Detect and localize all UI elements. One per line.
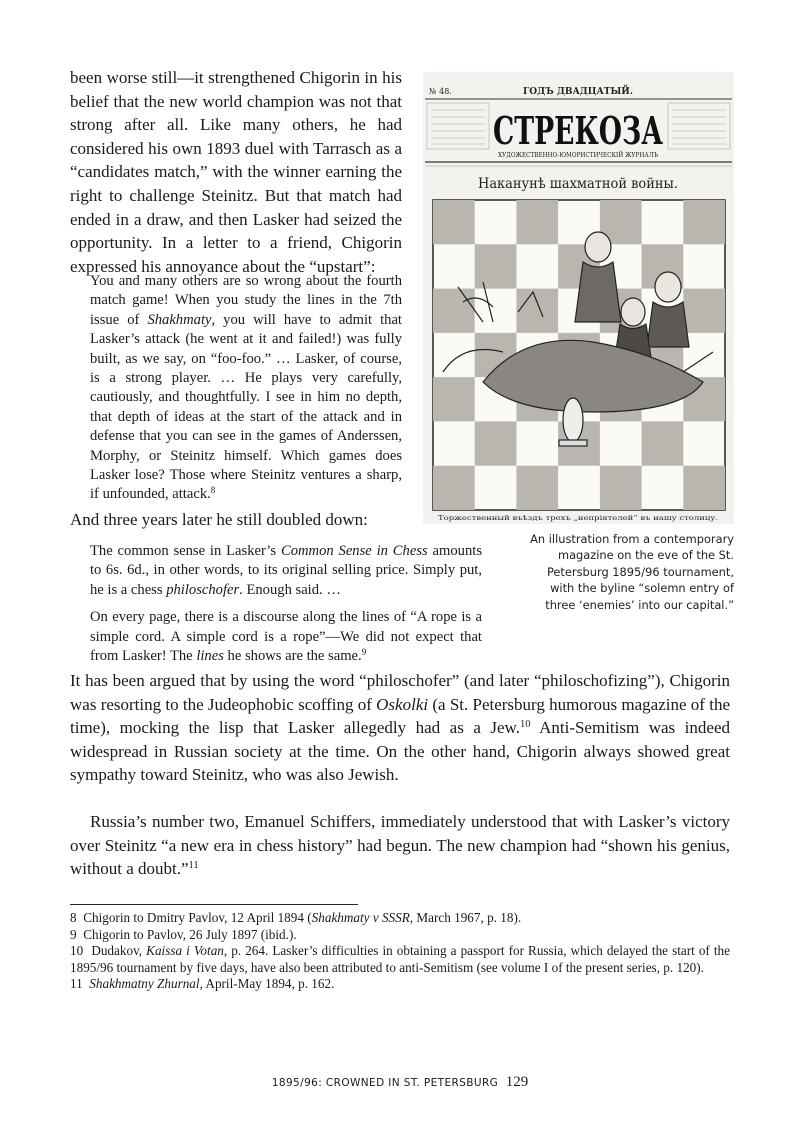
footnote-italic: Shakhmaty v SSSR — [311, 910, 410, 925]
illustration-headline: Наканунѣ шахматной войны. — [478, 176, 678, 192]
board-square — [683, 289, 725, 333]
page-footer — [0, 1074, 800, 1091]
quote-italic: philoschofer — [166, 581, 240, 598]
paragraph-text: (a St. Petersburg humorous magazine of the time), mocking the lisp that Lasker allegedly had as a Jew. — [70, 694, 730, 738]
board-square — [433, 466, 475, 510]
board-square — [516, 466, 558, 510]
paragraph-italic: Oskolki — [376, 694, 429, 714]
quote-text: he shows are the same. — [223, 648, 362, 665]
footnote-10 — [70, 943, 730, 976]
footnote-number: 11 — [70, 976, 83, 992]
footnote-text: Dudakov, — [91, 943, 147, 959]
footnote-number: 9 — [70, 926, 77, 942]
footnote-ref-9: 9 — [361, 647, 367, 658]
quote-text: The common sense in Lasker’s — [90, 543, 281, 559]
running-title: 1895/96: CROWNED IN ST. PETERSBURG — [271, 1077, 499, 1089]
board-square — [433, 377, 475, 421]
masthead-title: СТРЕКОЗА — [493, 108, 664, 153]
quote-italic: Shakhmaty — [147, 311, 212, 328]
body-paragraph-3 — [70, 669, 730, 787]
board-square — [642, 421, 684, 465]
paragraph-text: Anti-Semitism was indeed widespread in Russian society at the time. On the other hand, Chigorin always showed great sympathy toward Steinitz, who was also Jewish. — [70, 718, 730, 785]
footnote-text: , p. 264. Lasker’s difficulties in obtaining a passport for Russia, which delayed the start of the 1895/96 tournament by five days, have also been attributed to anti-Semitism (see volume I of the present series, p. 120). — [70, 943, 730, 975]
masthead-subtitle: ХУДОЖЕСТВЕННО-ЮМОРИСТИЧЕСКІЙ ЖУРНАЛЪ — [498, 152, 667, 159]
footnote-italic: Kaissa i Votan — [146, 943, 224, 959]
board-square — [683, 200, 725, 244]
illustration-bottom-caption: Торжественный въѣздъ трехъ „непріятелей“ въ нашу столицу. — [438, 515, 719, 522]
board-square — [433, 200, 475, 244]
board-square — [516, 289, 558, 333]
footnote-text: , March 1967, p. 18). — [409, 910, 522, 925]
body-paragraph-4 — [70, 810, 730, 881]
board-square — [600, 466, 642, 510]
board-square — [433, 289, 475, 333]
quote-italic: Common Sense in Chess — [280, 543, 428, 559]
board-square — [516, 200, 558, 244]
board-square — [475, 244, 517, 288]
page-number: 129 — [505, 1074, 529, 1090]
quote-text: On every page, there is a discourse along the lines of “A rope is a simple cord. A simple cord is a rope”—We did not expect that from Lasker! The — [90, 609, 482, 665]
footnote-text: Chigorin to Dmitry Pavlov, 12 April 1894 ( — [83, 910, 312, 925]
footnote-ref-11: 11 — [188, 860, 199, 872]
footnote-italic: Shakhmatny Zhurnal — [89, 976, 200, 992]
footnote-number: 10 — [70, 943, 84, 959]
masthead-number: № 48. — [429, 87, 452, 96]
block-quote-1 — [90, 272, 402, 505]
footnote-rule — [70, 904, 358, 905]
magazine-illustration — [423, 72, 734, 524]
paragraph-text: It has been argued that by using the word “philoschofer” (and later “philoschofizing”), Chigorin was resorting to the Judeophobic scoffing of — [70, 671, 730, 714]
footnote-ref-10: 10 — [519, 719, 531, 731]
body-paragraph-2: And three years later he still doubled down: — [70, 510, 368, 529]
quote-text: . Enough said. … — [239, 581, 341, 598]
board-square — [683, 466, 725, 510]
footnote-8 — [70, 910, 730, 927]
block-quote-2 — [90, 542, 482, 666]
quote-text: You and many others are so wrong about the fourth match game! When you study the lines in the 7th issue of — [90, 273, 402, 328]
body-paragraph-1: been worse still—it strengthened Chigorin in his belief that the new world champion was not that strong after all. Like many others, he had considered his own 1893 duel with Tarrasch as a “candidates match,” with the winner earning the right to challenge Steinitz. But that match had ended in a draw, and then Lasker had seized the opportunity. In a letter to a friend, Chigorin expressed his annoyance about the “upstart”: — [70, 68, 402, 276]
quote-text: , you will have to admit that Lasker’s attack (he went at it and failed!) was fully built, as we say, on “foo-foo.” … Lasker, of course, is a strong player. … He plays very carefully, cautiously, and thoughtfully. I see in him no depth, that depth of ideas at the start of the attack and in defense that you can see in the games of Anderssen, Morphy, or Steinitz himself. Which games does Lasker lose? Those where Steinitz ventures a sharp, if unfounded, attack. — [90, 311, 402, 503]
footnote-11 — [70, 976, 730, 993]
masthead-year: ГОДЪ ДВАДЦАТЫЙ. — [523, 87, 633, 97]
board-square — [475, 421, 517, 465]
footnotes — [70, 910, 730, 993]
footnote-number: 8 — [70, 910, 77, 925]
figure-caption: An illustration from a contemporary magazine on the eve of the St. Petersburg 1895/96 tournament, with the byline “solemn entry of three ‘enemies’ into our capital.” — [530, 532, 734, 612]
footnote-9 — [70, 927, 730, 944]
quote-2-paragraph-1 — [90, 542, 482, 600]
footnote-text: , April-May 1894, p. 162. — [199, 976, 335, 992]
footnote-ref-8: 8 — [210, 485, 216, 496]
footnote-text: Chigorin to Pavlov, 26 July 1897 (ibid.). — [83, 926, 297, 942]
paragraph-text: Russia’s number two, Emanuel Schiffers, immediately understood that with Lasker’s victory over Steinitz “a new era in chess history” had begun. The new champion had “shown his genius, without a doubt.” — [70, 812, 730, 879]
quote-2-paragraph-2 — [90, 608, 482, 666]
quote-text: amounts to 6s. 6d., in other words, to its original selling price. Simply put, he is a chess — [90, 543, 482, 598]
quote-italic: lines — [196, 648, 224, 665]
